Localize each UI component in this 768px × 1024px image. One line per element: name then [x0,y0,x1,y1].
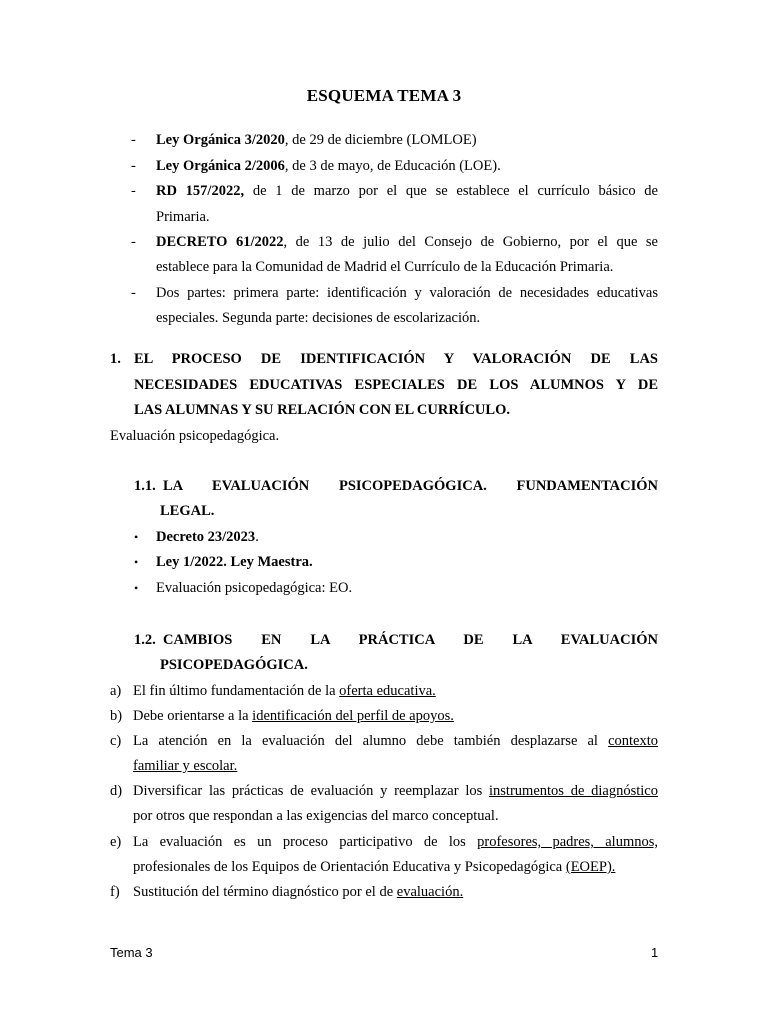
section-heading-line: PSICOPEDAGÓGICA. [160,657,308,673]
list-item-text: Ley Orgánica 3/2020, de 29 de diciembre (LOMLOE) [156,132,477,148]
list-marker: a) [110,683,122,699]
list-marker: d) [110,783,123,799]
list-item-text: RD 157/2022, de 1 de marzo por el que se establece el currículo básico de [156,183,658,199]
list-item-continuation: especiales. Segunda parte: decisiones de escolarización. [156,310,481,326]
document-page: ESQUEMA TEMA 3 - Ley Orgánica 3/2020, de 29 de diciembre (LOMLOE) - Ley Orgánica 2/2006, de 3 de mayo, de Educación (LOE). - RD 157/2022, de 1 de marzo por el que se establece el currículo básico de Primaria. - DECRETO 61/2022, de 13 de julio del Consejo de Gobierno, por el que se establece para la Comunidad de Madrid el Currículo de la Educación Primaria. - Dos partes: primera parte: identificación y valoración de necesidades educativas especiales. Segunda parte: decisiones de escolarización. 1. EL PROCESO DE IDENTIFICACIÓN Y VALORACIÓN DE LAS NECESIDADES EDUCATIVAS ESPECIALES DE LOS ALUMNOS Y DE LAS ALUMNAS Y SU RELACIÓN CON EL CURRÍCULO. Evaluación psicopedagógica. 1.1. LA EVALUACIÓN PSICOPEDAGÓGICA. FUNDAMENTACIÓN LEGAL. • Decreto 23/2023. • Ley 1/2022. Ley Maestra. • Evaluación psicopedagógica: EO. 1.2. CAMBIOS EN LA PRÁCTICA DE LA EVALUACIÓN PSICOPEDAGÓGICA. a) El fin último fundamentación de la oferta educativa. b) Debe orientarse a la identificación del perfil de apoyos. c) La atención en la evaluación del alumno debe también desplazarse al contexto familiar y escolar. d) Diversificar las prácticas de evaluación y reemplazar los instrumentos de diagnóstico por otros que respondan a las exigencias del marco conceptual. e) La evaluación es un proceso participativo de los profesores, padres, alumnos, profesionales de los Equipos de Orientación Educativa y Psicopedagógica (EOEP). f) Sustitución del término diagnóstico por el de evaluación. Tema 3 1 [0,0,768,1024]
section-heading-line: LA EVALUACIÓN PSICOPEDAGÓGICA. FUNDAMENTACIÓN [163,478,658,494]
list-marker: b) [110,708,123,724]
section-number: 1.1. [134,478,156,494]
dash-marker: - [131,183,136,199]
section-note: Evaluación psicopedagógica. [110,428,280,444]
dash-marker: - [131,234,136,250]
section-heading-line: CAMBIOS EN LA PRÁCTICA DE LA EVALUACIÓN [163,632,658,648]
list-item-continuation: profesionales de los Equipos de Orientación Educativa y Psicopedagógica (EOEP). [133,859,616,875]
bullet-icon: • [134,555,139,569]
list-marker: c) [110,733,122,749]
list-item-text: Ley Orgánica 2/2006, de 3 de mayo, de Educación (LOE). [156,158,501,174]
section-number: 1. [110,351,121,367]
list-item-continuation: por otros que respondan a las exigencias del marco conceptual. [133,808,499,824]
dash-marker: - [131,132,136,148]
page-number: 1 [651,945,659,960]
list-item-continuation: Primaria. [156,209,210,225]
list-item-text: Dos partes: primera parte: identificación y valoración de necesidades educativas [156,285,658,301]
document-title: ESQUEMA TEMA 3 [306,86,462,105]
section-heading-line: EL PROCESO DE IDENTIFICACIÓN Y VALORACIÓN DE LAS [134,351,658,367]
list-item-continuation: familiar y escolar. [133,758,238,774]
list-marker: f) [110,884,120,900]
list-item-text: DECRETO 61/2022, de 13 de julio del Consejo de Gobierno, por el que se [156,234,658,250]
footer-title: Tema 3 [110,945,153,960]
list-item-continuation: establece para la Comunidad de Madrid el Currículo de la Educación Primaria. [156,259,614,275]
section-number: 1.2. [134,632,156,648]
bullet-icon: • [134,530,139,544]
section-heading-line: LAS ALUMNAS Y SU RELACIÓN CON EL CURRÍCULO. [134,402,510,418]
section-heading-line: NECESIDADES EDUCATIVAS ESPECIALES DE LOS ALUMNOS Y DE [134,377,658,393]
dash-marker: - [131,158,136,174]
dash-marker: - [131,285,136,301]
bullet-icon: • [134,581,139,595]
section-heading-line: LEGAL. [160,503,215,519]
list-marker: e) [110,834,122,850]
